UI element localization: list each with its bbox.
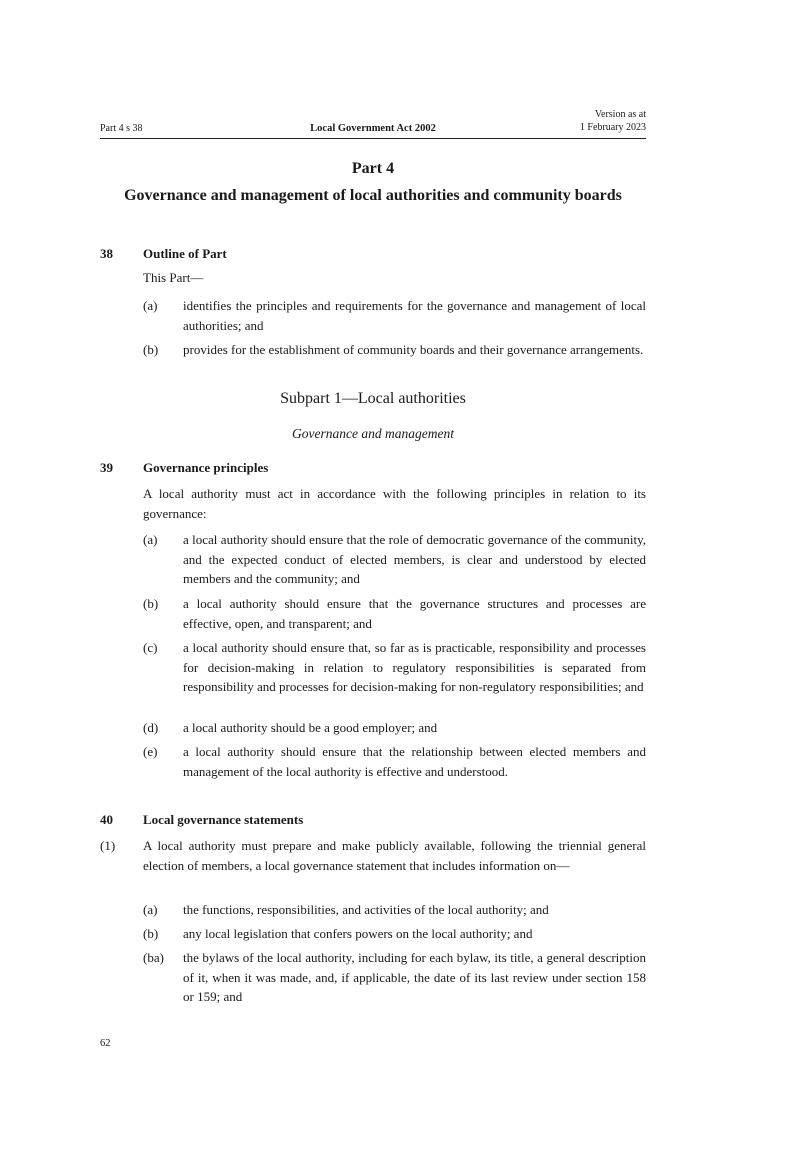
section-39-item-label: (c) (143, 640, 158, 655)
section-40-number: 40 (100, 812, 113, 827)
section-40-title: Local governance statements (143, 812, 304, 827)
section-40-intro: A local authority must prepare and make publicly available, following the triennial general election of members, a local governance statement that includes information on— (143, 838, 646, 873)
header-version (580, 108, 646, 134)
section-39-item-label: (b) (143, 596, 159, 611)
section-39-intro: A local authority must act in accordance with the following principles in relation to its governance: (143, 486, 646, 521)
section-40-item-text: the functions, responsibilities, and activities of the local authority; and (183, 902, 549, 917)
running-header (100, 104, 646, 139)
section-39-number: 39 (100, 460, 113, 475)
header-version-label: Version as at (594, 109, 646, 120)
section-38-item-label: (b) (143, 342, 159, 357)
section-39-item-text: a local authority should ensure that the governance structures and processes are effective, open, and transparent; and (183, 596, 646, 631)
section-40-item-label: (b) (143, 926, 159, 941)
section-39-item-text: a local authority should be a good employer; and (183, 720, 438, 735)
header-version-date: 1 February 2023 (579, 122, 646, 133)
section-38-item-text: provides for the establishment of community boards and their governance arrangements. (183, 342, 644, 357)
section-38-item-text: identifies the principles and requirements for the governance and management of local authorities; and (183, 298, 646, 333)
subpart-title: Subpart 1—Local authorities (280, 390, 466, 407)
part-heading: Governance and management of local authorities and community boards (124, 187, 622, 204)
section-39-item-label: (d) (143, 720, 159, 735)
section-39-item-text: a local authority should ensure that the role of democratic governance of the community, and the expected conduct of elected members, is clear and understood by elected members and the community; and (183, 532, 646, 586)
section-39-item-text: a local authority should ensure that, so far as is practicable, responsibility and processes for decision-making in relation to regulatory responsibilities is separated from responsibility and processes for decision-making for non-regulatory responsibilities; and (183, 640, 646, 694)
section-40-item-text: the bylaws of the local authority, including for each bylaw, its title, a general description of it, when it was made, and, if applicable, the date of its last review under section 158 or 159; and (183, 950, 646, 1004)
cross-heading: Governance and management (292, 426, 454, 441)
header-act-title: Local Government Act 2002 (310, 123, 436, 134)
section-38-item-label: (a) (143, 298, 158, 313)
section-40-item-label: (a) (143, 902, 158, 917)
section-40-item-text: any local legislation that confers powers on the local authority; and (183, 926, 533, 941)
section-38-number: 38 (100, 246, 113, 261)
section-40-subsection-label: (1) (100, 838, 116, 853)
section-39-title: Governance principles (143, 460, 269, 475)
section-38-title: Outline of Part (143, 246, 227, 261)
section-39-item-text: a local authority should ensure that the relationship between elected members and management of the local authority is effective and understood. (183, 744, 646, 779)
section-40-item-label: (ba) (143, 950, 164, 965)
section-39-item-label: (a) (143, 532, 158, 547)
part-title: Part 4 (351, 160, 395, 177)
section-39-item-label: (e) (143, 744, 158, 759)
header-part-reference: Part 4 s 38 (100, 123, 143, 134)
section-38-intro: This Part— (143, 270, 204, 285)
page-number: 62 (100, 1038, 111, 1049)
